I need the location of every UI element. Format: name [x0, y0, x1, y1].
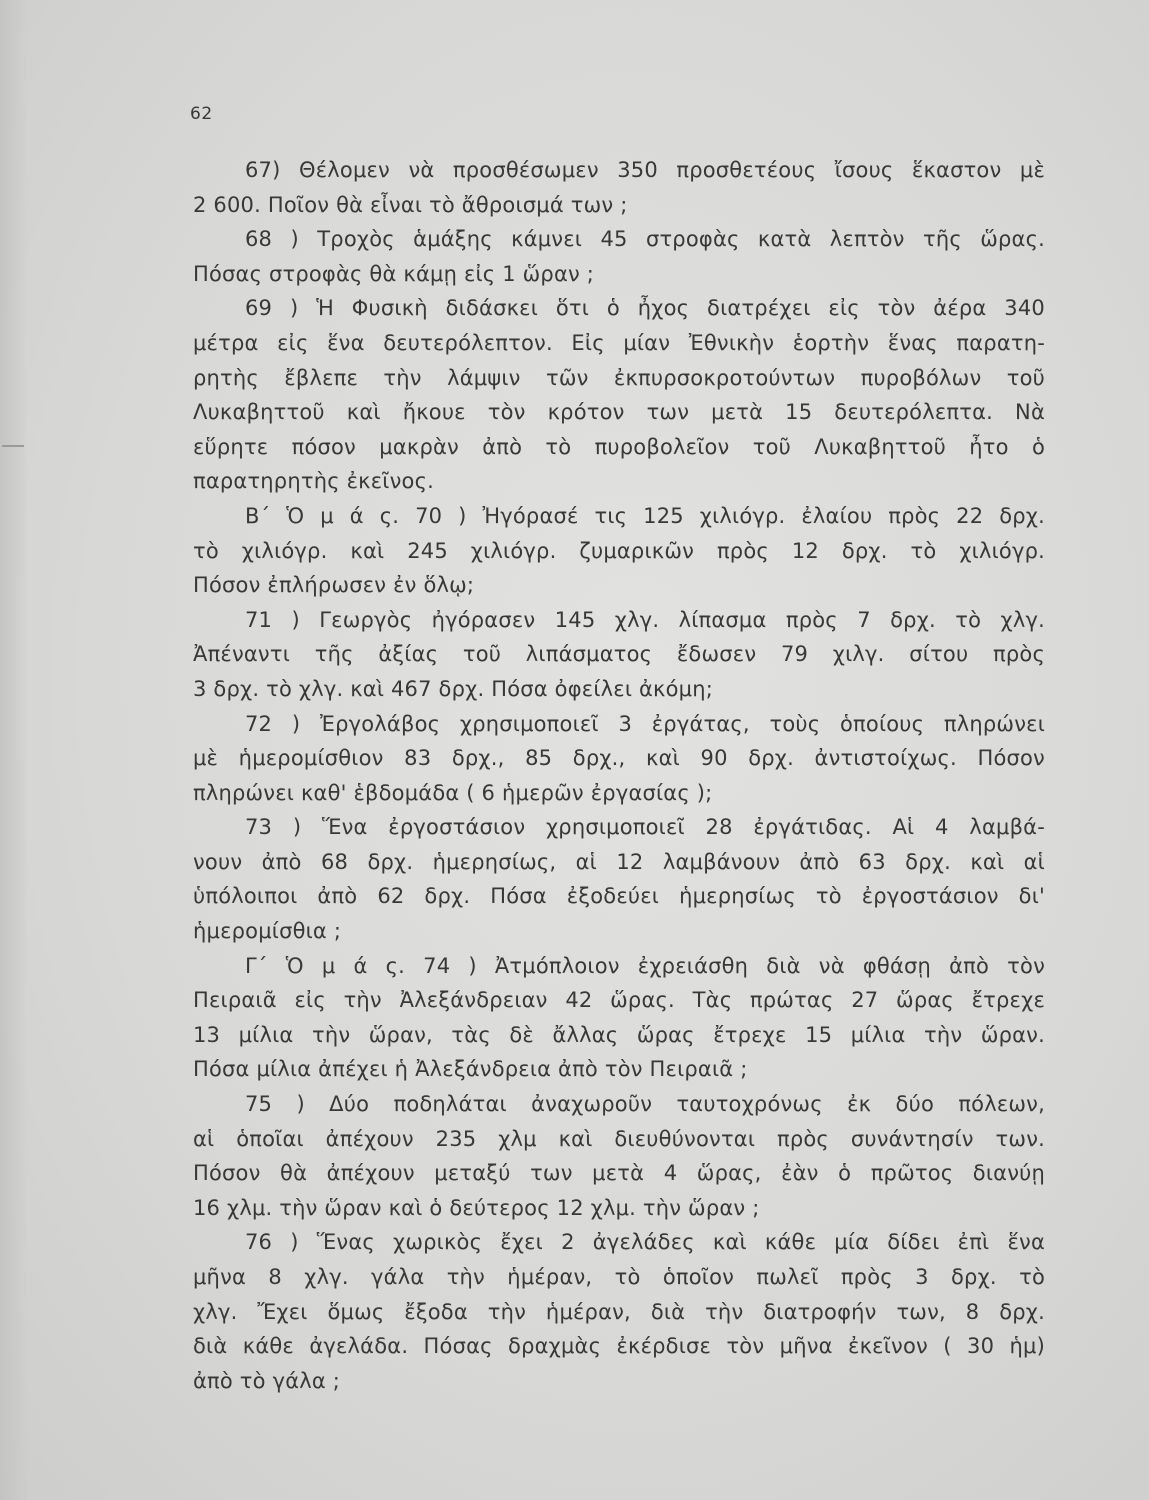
text-line: 67) Θέλομεν νὰ προσθέσωμεν 350 προσθετέους ἴσους ἕκαστον μὲ [245, 158, 1045, 182]
text-line: Ἀπέναντι τῆς ἀξίας τοῦ λιπάσματος ἔδωσεν 79 χιλγ. σίτου πρὸς [193, 642, 1045, 667]
text-line: διὰ κάθε ἀγελάδα. Πόσας δραχμὰς ἐκέρδισε τὸν μῆνα ἐκεῖνον ( 30 ἡμ) [193, 1334, 1045, 1359]
page-number: 62 [190, 104, 213, 124]
text-line: 3 δρχ. τὸ χλγ. καὶ 467 δρχ. Πόσα ὀφείλει ἀκόμη; [193, 676, 714, 701]
text-line: νουν ἀπὸ 68 δρχ. ἡμερησίως, αἱ 12 λαμβάνουν ἀπὸ 63 δρχ. καὶ αἱ [193, 849, 1045, 874]
text-line: 16 χλμ. τὴν ὥραν καὶ ὁ δεύτερος 12 χλμ. τὴν ὥραν ; [193, 1195, 760, 1220]
text-line: 69 ) Ἡ Φυσικὴ διδάσκει ὅτι ὁ ἦχος διατρέχει εἰς τὸν ἀέρα 340 [245, 296, 1045, 321]
text-line: μὲ ἡμερομίσθιον 83 δρχ., 85 δρχ., καὶ 90 δρχ. ἀντιστοίχως. Πόσον [193, 746, 1045, 771]
text-line: 71 ) Γεωργὸς ἠγόρασεν 145 χλγ. λίπασμα πρὸς 7 δρχ. τὸ χλγ. [245, 607, 1045, 632]
text-line: 13 μίλια τὴν ὥραν, τὰς δὲ ἄλλας ὥρας ἔτρεχε 15 μίλια τὴν ὥραν. [193, 1022, 1045, 1047]
problem-text-block [193, 153, 1045, 1398]
text-line: 76 ) Ἕνας χωρικὸς ἔχει 2 ἀγελάδες καὶ κάθε μία δίδει ἐπὶ ἕνα [245, 1230, 1045, 1255]
text-line: Πειραιᾶ εἰς τὴν Ἀλεξάνδρειαν 42 ὥρας. Τὰς πρώτας 27 ὥρας ἔτρεχε [193, 988, 1045, 1013]
text-line: χλγ. Ἔχει ὅμως ἔξοδα τὴν ἡμέραν, διὰ τὴν διατροφήν των, 8 δρχ. [193, 1299, 1045, 1324]
text-line: 2 600. Ποῖον θὰ εἶναι τὸ ἄθροισμά των ; [193, 192, 628, 217]
text-line: Πόσας στροφὰς θὰ κάμῃ εἰς 1 ὥραν ; [193, 261, 595, 286]
text-line: αἱ ὁποῖαι ἀπέχουν 235 χλμ καὶ διευθύνονται πρὸς συνάντησίν των. [193, 1126, 1045, 1151]
text-line: 75 ) Δύο ποδηλάται ἀναχωροῦν ταυτοχρόνως ἐκ δύο πόλεων, [245, 1092, 1045, 1117]
text-line: ρητὴς ἔβλεπε τὴν λάμψιν τῶν ἐκπυρσοκροτούντων πυροβόλων τοῦ [193, 365, 1045, 390]
text-line: ὑπόλοιποι ἀπὸ 62 δρχ. Πόσα ἐξοδεύει ἡμερησίως τὸ ἐργοστάσιον δι' [193, 884, 1045, 909]
margin-mark [2, 445, 24, 447]
text-line: 72 ) Ἐργολάβος χρησιμοποιεῖ 3 ἐργάτας, τοὺς ὁποίους πληρώνει [245, 711, 1045, 736]
text-line: 68 ) Τροχὸς ἁμάξης κάμνει 45 στροφὰς κατὰ λεπτὸν τῆς ὥρας. [245, 227, 1045, 252]
text-line: μῆνα 8 χλγ. γάλα τὴν ἡμέραν, τὸ ὁποῖον πωλεῖ πρὸς 3 δρχ. τὸ [193, 1265, 1045, 1289]
text-line: παρατηρητὴς ἐκεῖνος. [193, 469, 434, 494]
text-line: ἡμερομίσθια ; [193, 919, 342, 944]
text-line: μέτρα εἰς ἕνα δευτερόλεπτον. Εἰς μίαν Ἐθνικὴν ἑορτὴν ἕνας παρατη- [193, 330, 1045, 355]
page-edge-shadow [0, 0, 28, 1500]
text-line: πληρώνει καθ' ἑβδομάδα ( 6 ἡμερῶν ἐργασίας ); [193, 780, 713, 805]
text-line: ἀπὸ τὸ γάλα ; [193, 1368, 341, 1393]
text-line: Β΄ Ὁ μ ά ς. 70 ) Ἠγόρασέ τις 125 χιλιόγρ. ἐλαίου πρὸς 22 δρχ. [245, 503, 1045, 528]
text-line: 73 ) Ἕνα ἐργοστάσιον χρησιμοποιεῖ 28 ἐργάτιδας. Αἱ 4 λαμβά- [245, 815, 1045, 840]
text-line: Πόσον ἐπλήρωσεν ἐν ὅλῳ; [193, 573, 475, 598]
text-line: Πόσα μίλια ἀπέχει ἡ Ἀλεξάνδρεια ἀπὸ τὸν Πειραιᾶ ; [193, 1057, 748, 1082]
text-line: τὸ χιλιόγρ. καὶ 245 χιλιόγρ. ζυμαρικῶν πρὸς 12 δρχ. τὸ χιλιόγρ. [193, 538, 1045, 563]
text-line: εὕρητε πόσον μακρὰν ἀπὸ τὸ πυροβολεῖον τοῦ Λυκαβηττοῦ ἦτο ὁ [193, 434, 1045, 459]
text-line: Πόσον θὰ ἀπέχουν μεταξύ των μετὰ 4 ὥρας, ἐὰν ὁ πρῶτος διανύῃ [193, 1161, 1045, 1186]
text-line: Γ΄ Ὁ μ ά ς. 74 ) Ἀτμόπλοιον ἐχρειάσθη διὰ νὰ φθάσῃ ἀπὸ τὸν [245, 953, 1045, 978]
text-line: Λυκαβηττοῦ καὶ ἤκουε τὸν κρότον των μετὰ 15 δευτερόλεπτα. Νὰ [193, 400, 1045, 425]
